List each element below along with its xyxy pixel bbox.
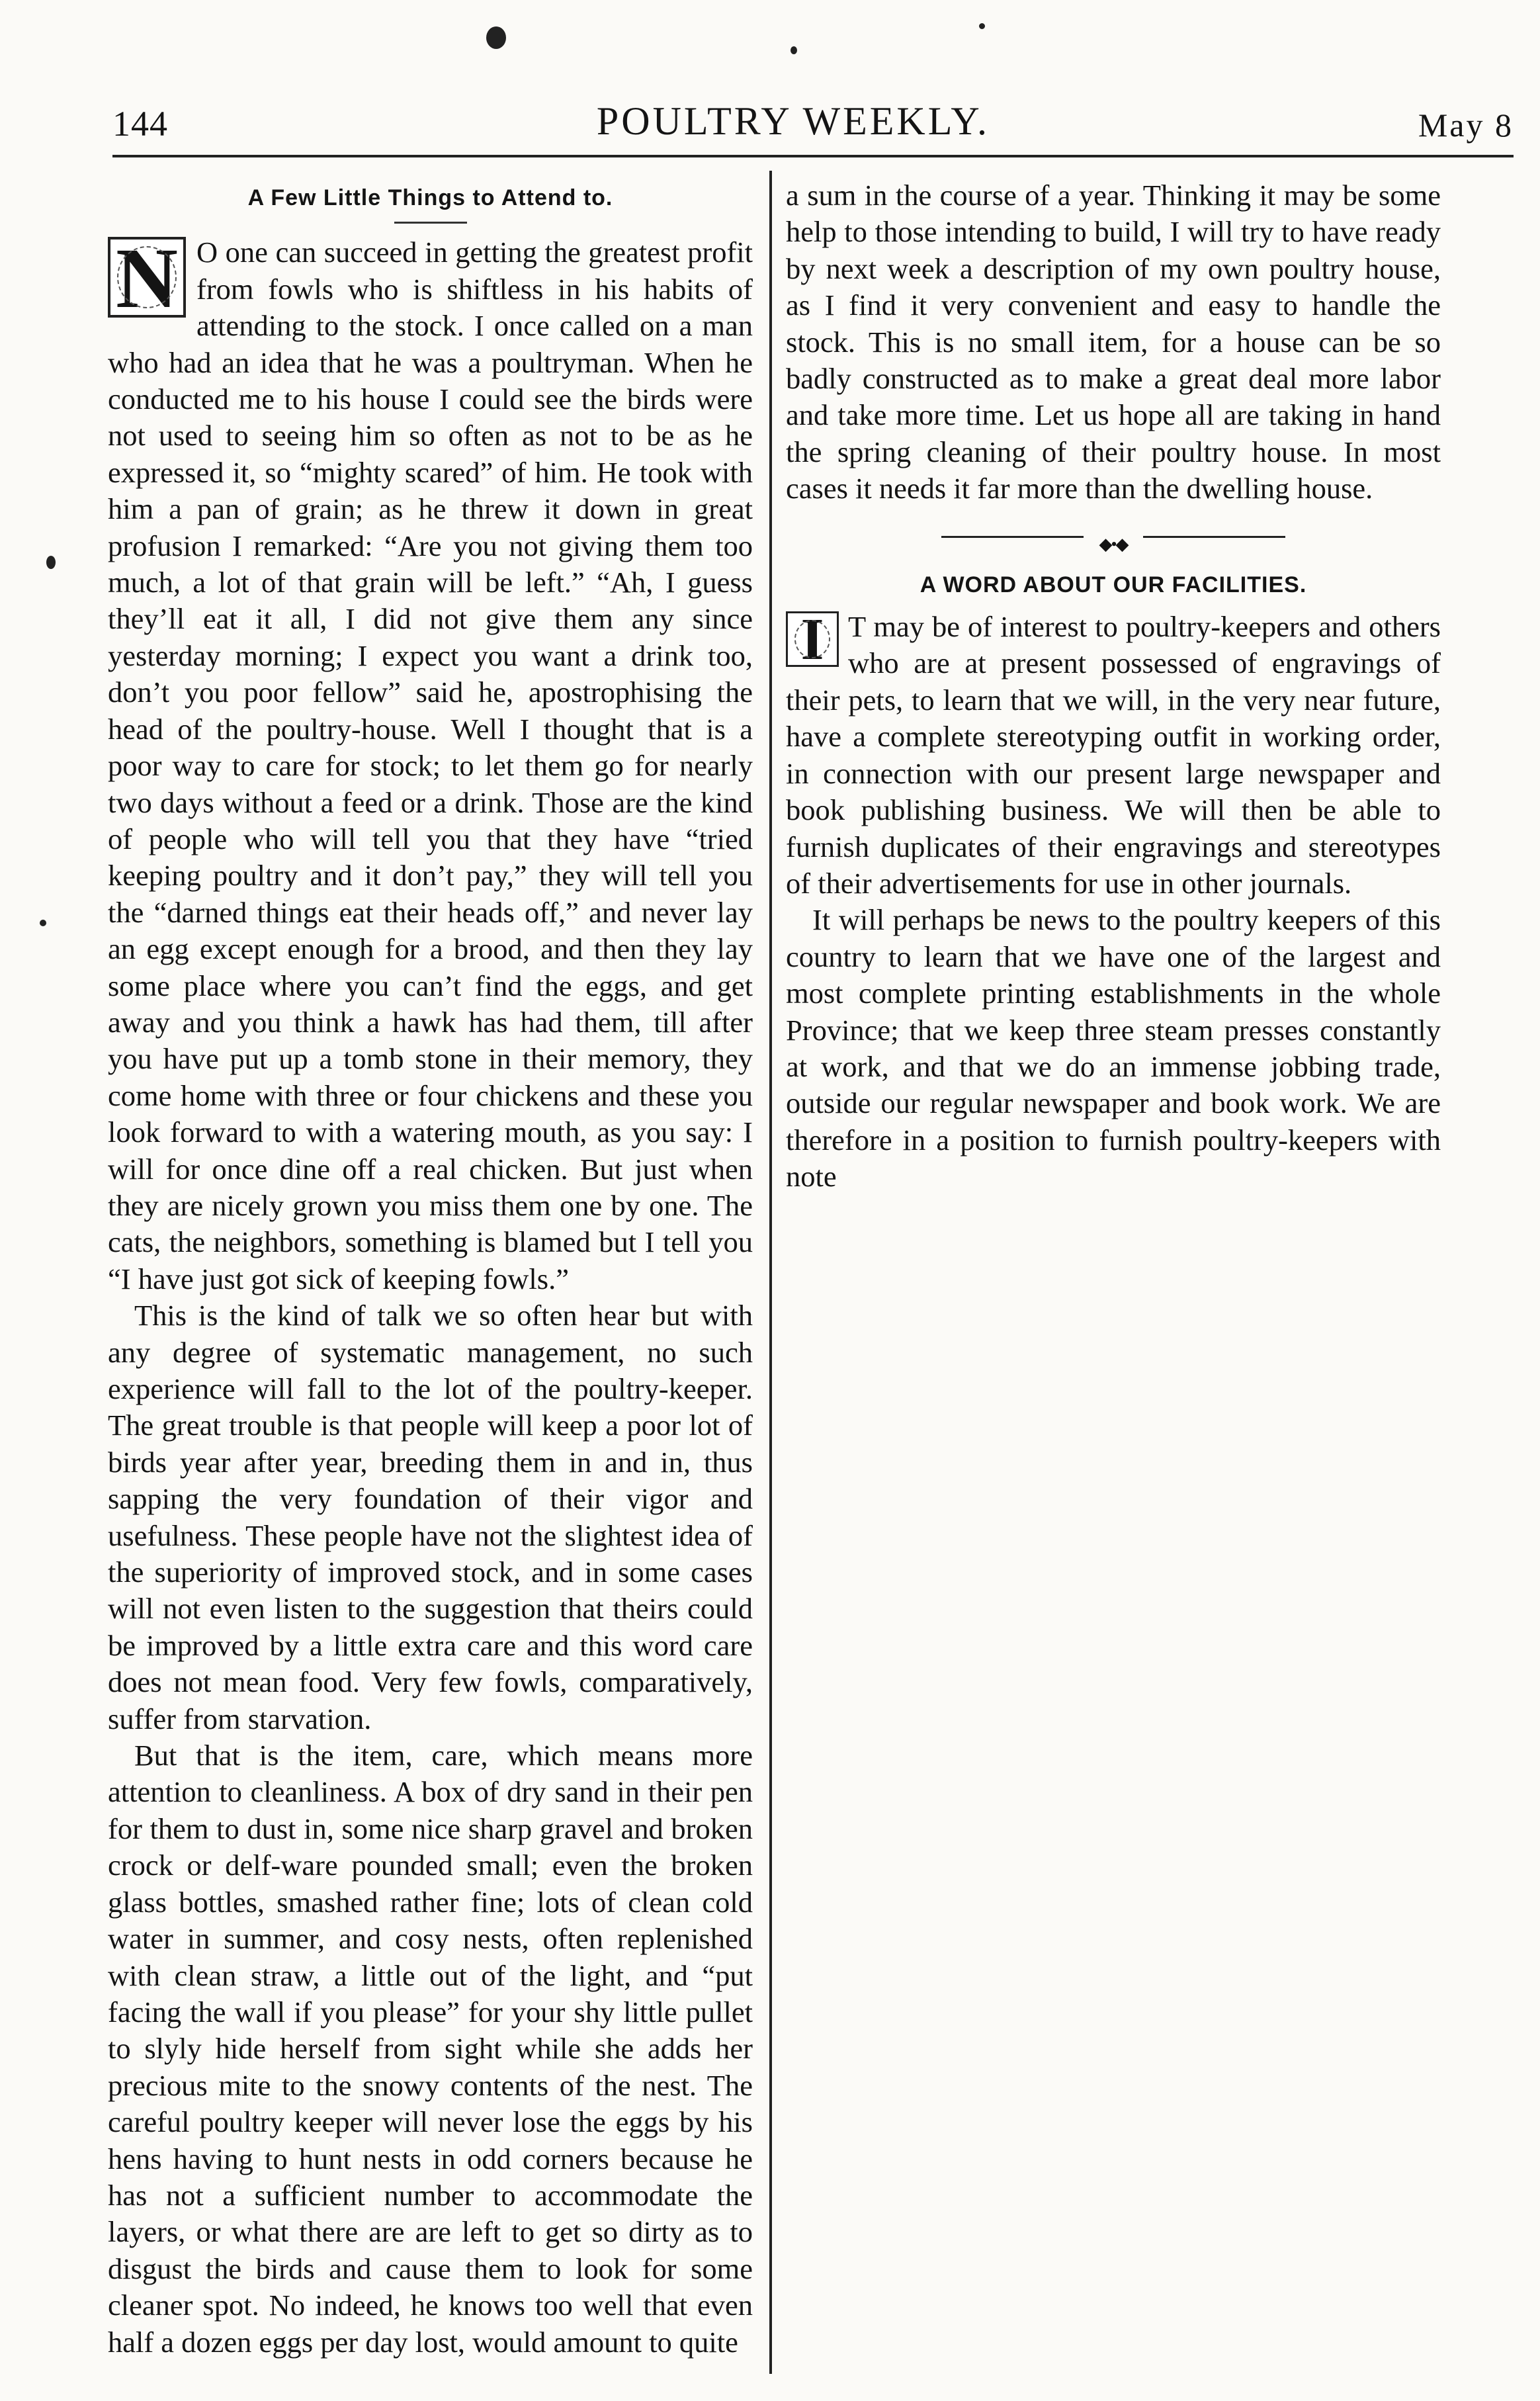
publication-title: POULTRY WEEKLY. [596, 99, 990, 143]
page-header [112, 91, 1514, 144]
header-rule [112, 155, 1514, 157]
right-column [786, 177, 1441, 2384]
column-rule [769, 171, 772, 2374]
divider-ornament: ◆•◆ [1084, 526, 1143, 562]
article-paragraph-continued: a sum in the course of a year. Thinking it may be some help to those intending to build, I will try to have ready by next week a description of my own poultry house, as I find it very convenient and easy to handle the stock. This is no small item, for a house can be so badly constructed as to make a great deal more labor and take more time. Let us hope all are taking in hand the spring cleaning of their poultry house. In most cases it needs it far more than the dwelling house. [786, 179, 1441, 505]
ink-speck [486, 26, 506, 49]
article-paragraph: This is the kind of talk we so often hear but with any degree of systematic management, no such experience will fall to the lot of the poultry-keeper. The great trouble is that people will keep a poor lot of birds year after year, breeding them in and in, thus sapping the very foundation of their vigor and usefulness. These people have not the slightest idea of the superiority of improved stock, and in some cases will not even listen to the suggestion that theirs could be improved by a little extra care and this word care does not mean food. Very few fowls, comparatively, suffer from starvation. [108, 1299, 753, 1735]
ink-speck [40, 920, 46, 926]
headline-rule [394, 222, 467, 224]
drop-cap: N [108, 237, 186, 318]
article-paragraph: N O one can succeed in getting the greatest profit from fowls who is shiftless in his habits of attending to the stock. I once called on a man who had an idea that he was a poultryman. When he conducted me to his house I could see the birds were not used to seeing him so often as not to be as he expressed it, so “mighty scared” of him. He took with him a pan of grain; as he threw it down in great profusion I remarked: “Are you not giving them too much, a lot of that grain will be left.” “Ah, I guess they’ll eat it all, I did not give them any since yesterday morning; I expect you want a drink too, don’t you poor fellow” said he, apostrophising the head of the poultry-house. Well I thought that is a poor way to care for stock; to let them go for nearly two days without a feed or a drink. Those are the kind of people who will tell you that they have “tried keeping poultry and it don’t pay,” they will tell you the “darned things eat their heads off,” and never lay an egg except enough for a brood, and then they lay some place where you can’t find the eggs, and get away and you think a hawk has had them, till after you have put up a tomb stone in their memory, they come home with three or four chickens and these you look forward to with a watering mouth, as you say: I will for once dine off a real chicken. But just when they are nicely grown you miss them one by one. The cats, the neighbors, something is blamed but I tell you “I have just got sick of keeping fowls.” [108, 231, 753, 1295]
article-headline: A WORD ABOUT OUR FACILITIES. [920, 572, 1307, 597]
issue-date: May 8 [1418, 107, 1514, 144]
drop-cap: I [786, 611, 839, 667]
ink-speck [791, 46, 797, 54]
article-headline: A Few Little Things to Attend to. [247, 185, 613, 210]
ink-speck [979, 23, 985, 29]
page-number: 144 [112, 104, 168, 144]
left-column [108, 177, 753, 2384]
ink-speck [46, 556, 56, 569]
article-paragraph: It will perhaps be news to the poultry keepers of this country to learn that we have one of the largest and most complete printing establishments in the whole Province; that we keep three steam presses constantly at work, and that we do an immense jobbing trade, outside our regular newspaper and book work. We are therefore in a position to furnish poultry-keepers with note [786, 903, 1441, 1194]
section-divider [941, 530, 1285, 554]
article-paragraph: But that is the item, care, which means more attention to cleanliness. A box of dry sand in their pen for them to dust in, some nice sharp gravel and broken crock or delf-ware pounded small; even the broken glass bottles, smashed rather fine; lots of clean cold water in summer, and cosy nests, often replenished with clean straw, a little out of the light, and “put facing the wall if you please” for your shy little pullet to slyly hide herself from sight while she adds her precious mite to the snowy contents of the nest. The careful poultry keeper will never lose the eggs by his hens having to hunt nests in odd corners because he has not a sufficient number to accommodate the layers, or what there are are left to get so dirty as to disgust the birds and cause them to look for some cleaner spot. No indeed, he knows too well that even half a dozen eggs per day lost, would amount to quite [108, 1739, 753, 2359]
article-paragraph: I T may be of interest to poultry-keepers and others who are at present possessed of engravings of their pets, to learn that we will, in the very near future, have a complete stereotyping outfit in working order, in connection with our present large newspaper and book publishing business. We will then be able to furnish duplicates of their engravings and stereotypes of their advertisements for use in other journals. [786, 607, 1441, 900]
